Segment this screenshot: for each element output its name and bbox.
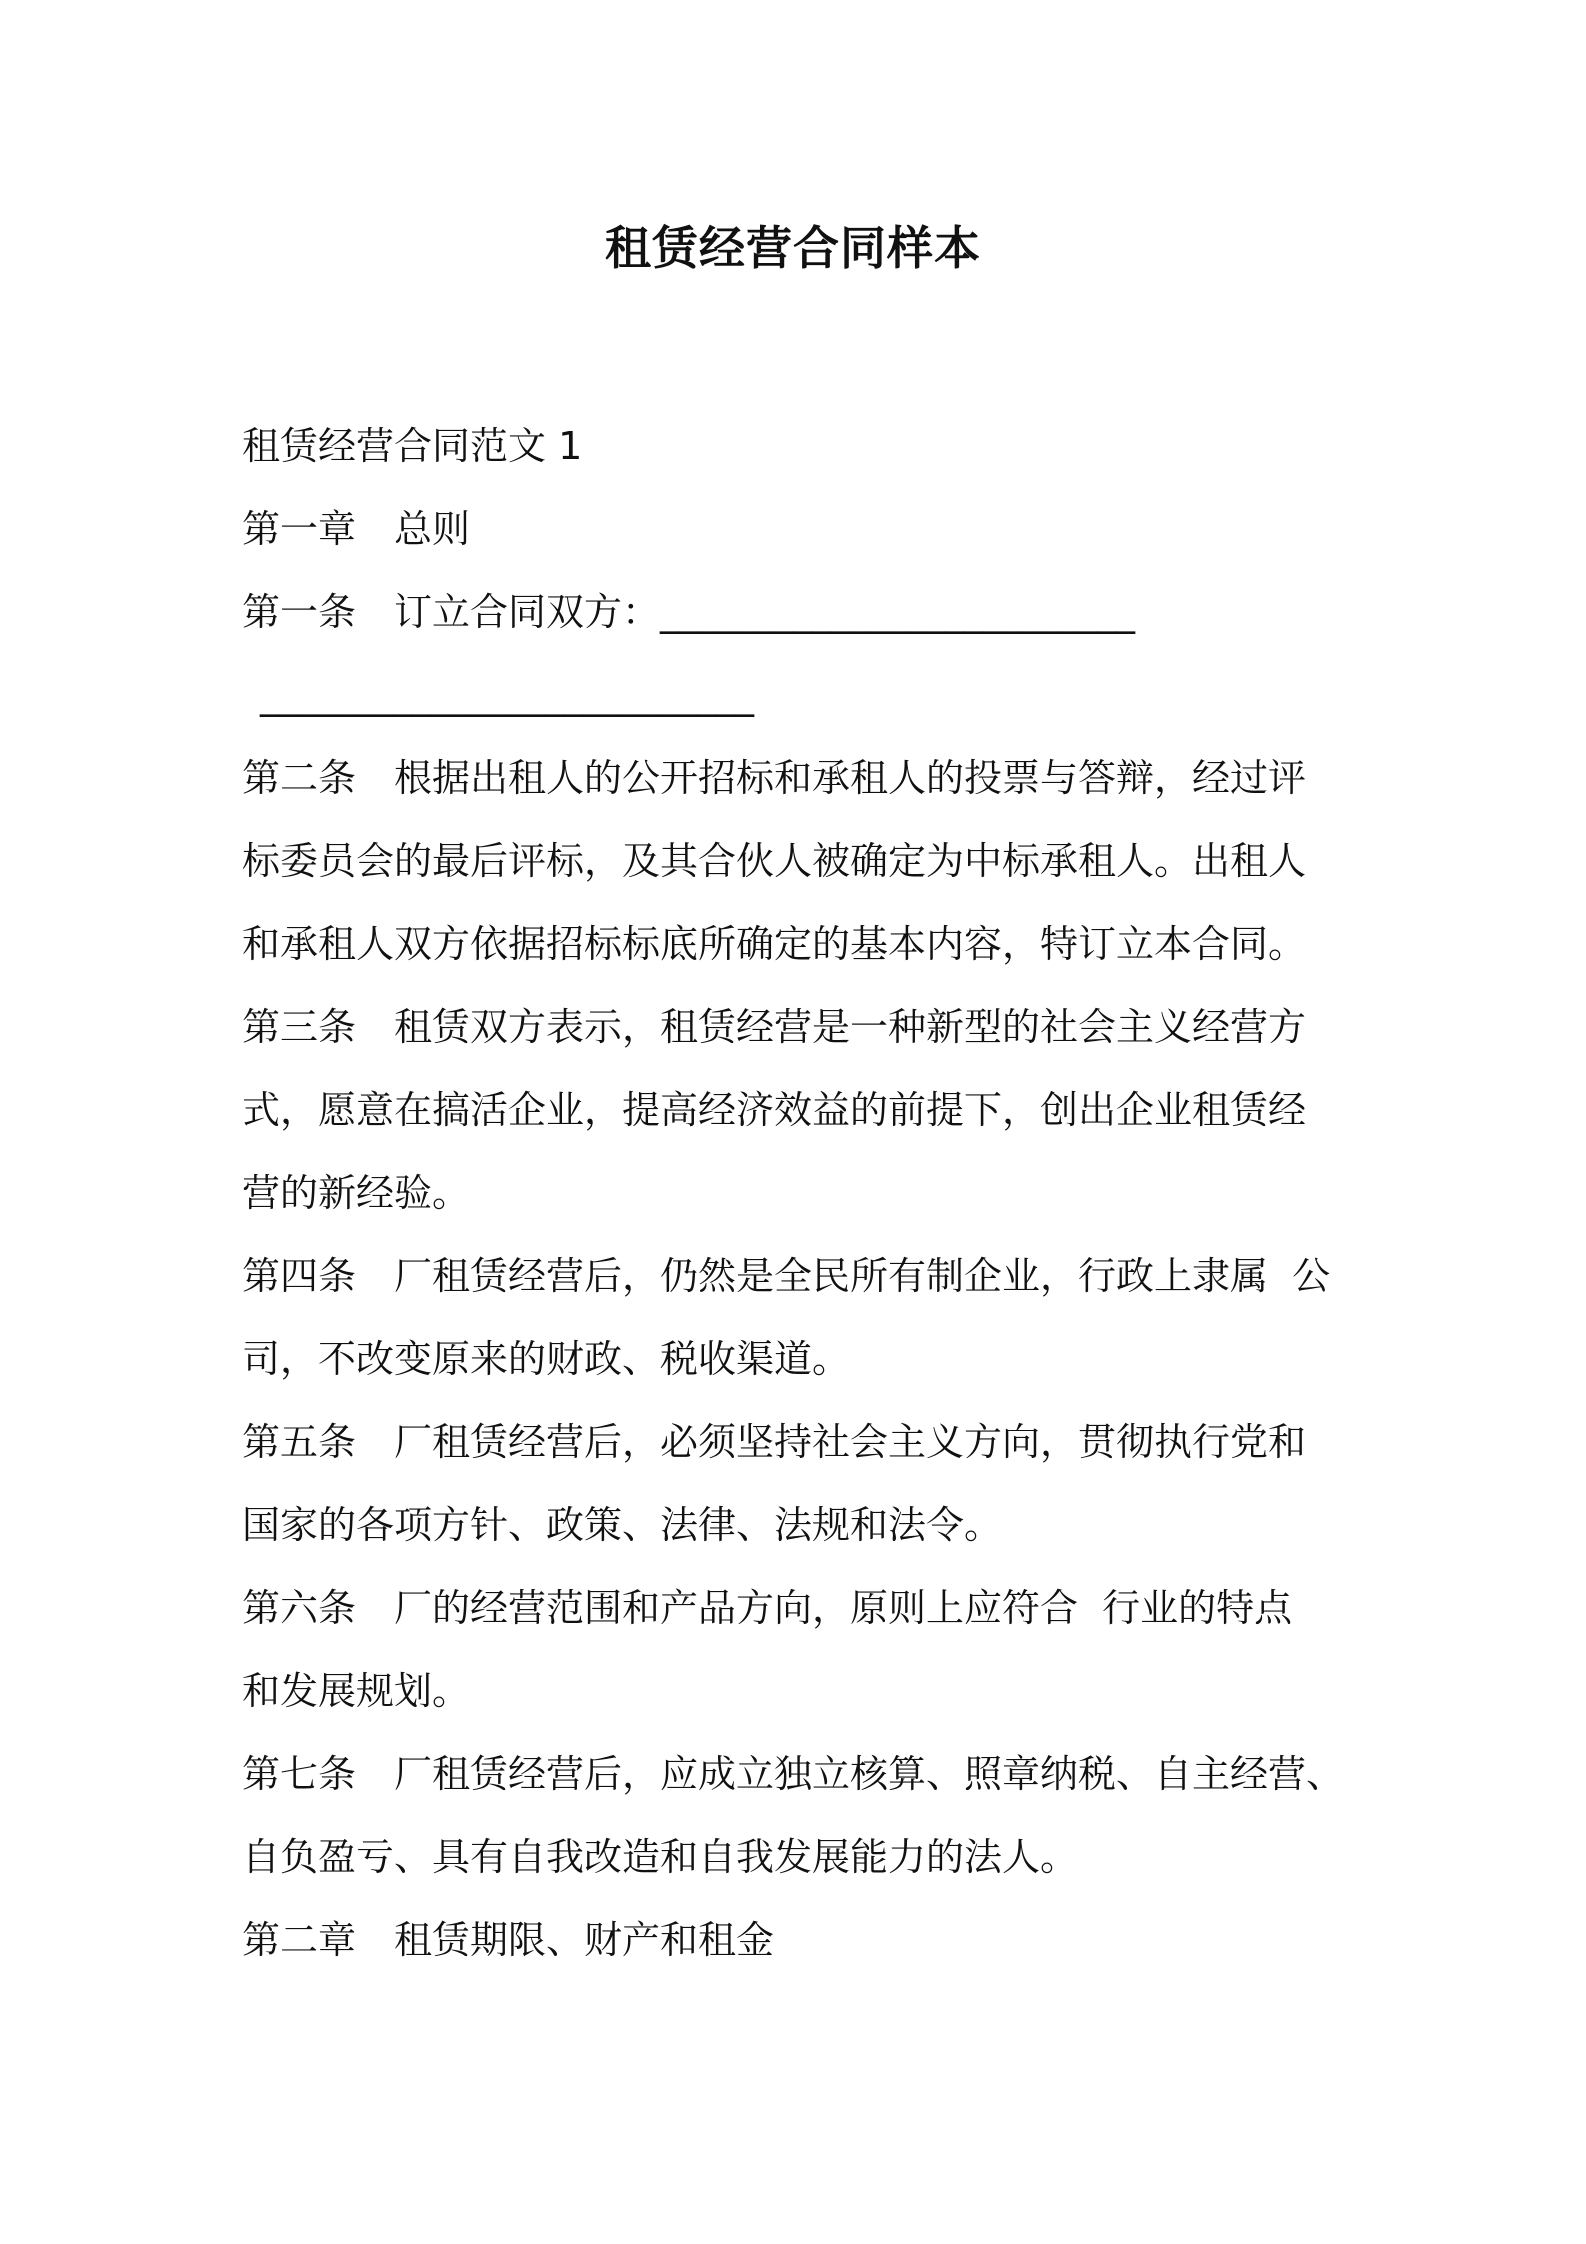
chapter-title: 租赁期限、财产和租金	[394, 1918, 775, 1962]
chapter-1-heading	[242, 488, 1354, 571]
chapter-label: 第二章	[242, 1918, 357, 1962]
article-line	[242, 1733, 1354, 1816]
article-line: 营的新经验。	[242, 1171, 471, 1215]
article-line	[242, 1235, 1354, 1318]
article-6	[242, 1567, 1354, 1733]
article-line: 司，不改变原来的财政、税收渠道。	[242, 1337, 851, 1381]
article-label: 第二条	[242, 756, 357, 800]
article-3	[242, 986, 1354, 1235]
article-label: 第七条	[242, 1752, 357, 1796]
article-1	[242, 571, 1354, 654]
chapter-label: 第一章	[242, 507, 357, 551]
document-body	[242, 405, 1354, 1982]
article-line	[242, 986, 1354, 1069]
article-line: 标委员会的最后评标，及其合伙人被确定为中标承租人。出租人	[242, 839, 1307, 883]
article-text: 根据出租人的公开招标和承租人的投票与答辩，经过评	[394, 756, 1307, 800]
document-title: 租赁经营合同样本	[605, 221, 981, 275]
article-text: 厂租赁经营后，必须坚持社会主义方向，贯彻执行党和	[394, 1420, 1307, 1464]
article-line: 国家的各项方针、政策、法律、法规和法令。	[242, 1503, 1003, 1547]
chapter-title: 总则	[394, 507, 471, 551]
article-text: 厂租赁经营后，仍然是全民所有制企业，行政上隶属 公	[394, 1254, 1331, 1298]
article-1-continuation: __________________________	[260, 673, 754, 717]
article-label: 第六条	[242, 1586, 357, 1630]
article-text: 厂的经营范围和产品方向，原则上应符合 行业的特点	[394, 1586, 1293, 1630]
article-text: 厂租赁经营后，应成立独立核算、照章纳税、自主经营、	[394, 1752, 1345, 1796]
article-label: 第三条	[242, 1005, 357, 1049]
article-line: 和承租人双方依据招标标底所确定的基本内容，特订立本合同。	[242, 922, 1307, 966]
article-5	[242, 1401, 1354, 1567]
article-line: 和发展规划。	[242, 1669, 471, 1713]
document-subtitle: 租赁经营合同范文 1	[242, 424, 583, 468]
article-text: 租赁双方表示，租赁经营是一种新型的社会主义经营方	[394, 1005, 1307, 1049]
article-line: 式，愿意在搞活企业，提高经济效益的前提下，创出企业租赁经	[242, 1088, 1307, 1132]
chapter-2-heading	[242, 1899, 1354, 1982]
article-text: 订立合同双方：_________________________	[394, 590, 1136, 634]
article-label: 第四条	[242, 1254, 357, 1298]
article-line	[242, 1401, 1354, 1484]
article-line	[242, 1567, 1354, 1650]
article-label: 第一条	[242, 590, 357, 634]
article-line: 自负盈亏、具有自我改造和自我发展能力的法人。	[242, 1835, 1079, 1879]
article-label: 第五条	[242, 1420, 357, 1464]
article-line	[242, 737, 1354, 820]
article-4	[242, 1235, 1354, 1401]
article-2	[242, 737, 1354, 986]
article-7	[242, 1733, 1354, 1899]
